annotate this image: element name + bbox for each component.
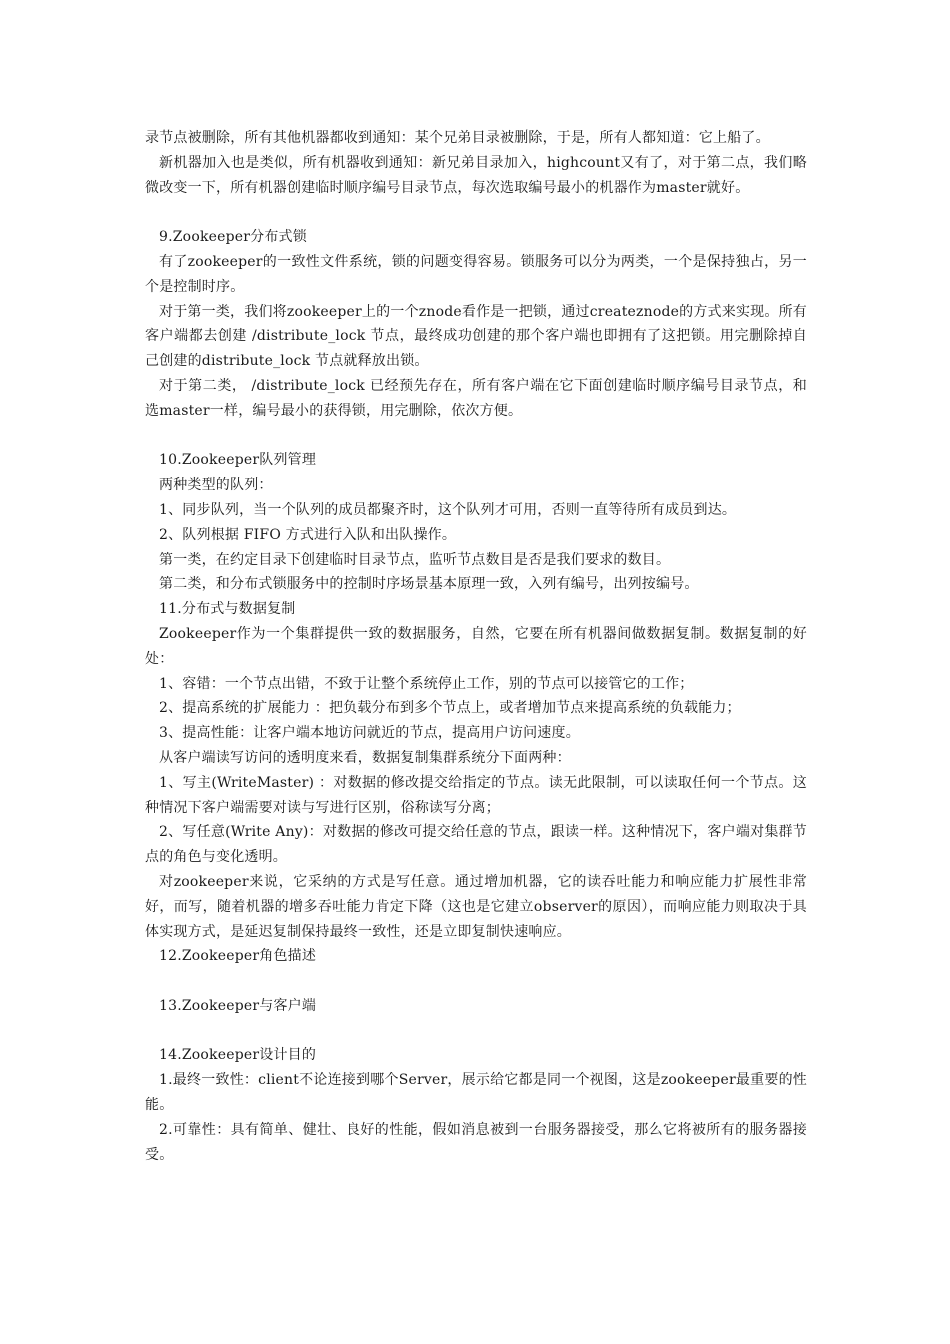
paragraph: 从客户端读写访问的透明度来看，数据复制集群系统分下面两种： [159, 749, 571, 766]
blank-line [145, 969, 807, 994]
list-item: 2、队列根据 FIFO 方式进行入队和出队操作。 [159, 526, 457, 543]
paragraph: 对于第二类， /distribute_lock 已经预先存在，所有客户端在它下面创建临时顺序编号目录节点，和选master一样，编号最小的获得锁，用完删除，依次方便。 [145, 377, 807, 419]
blank-line [145, 200, 807, 225]
blank-line [145, 424, 807, 449]
paragraph: 对于第一类，我们将zookeeper上的一个znode看作是一把锁，通过createznode的方式来实现。所有客户端都去创建 /distribute_lock 节点，最终成功创建的那个客户端也即拥有了这把锁。用完删除掉自己创建的distribute_lock 节点就释放出锁。 [145, 303, 807, 370]
document-body [145, 126, 807, 1167]
list-item: 1、写主(WriteMaster) ：对数据的修改提交给指定的节点。读无此限制，可以读取任何一个节点。这种情况下客户端需要对读与写进行区别，俗称读写分离； [145, 774, 807, 816]
section-heading-10: 10.Zookeeper队列管理 [159, 452, 317, 469]
list-item: 2、写任意(Write Any)：对数据的修改可提交给任意的节点，跟读一样。这种情况下，客户端对集群节点的角色与变化透明。 [145, 824, 807, 866]
paragraph: 有了zookeeper的一致性文件系统，锁的问题变得容易。锁服务可以分为两类，一个是保持独占，另一个是控制时序。 [145, 253, 807, 295]
paragraph: 第二类，和分布式锁服务中的控制时序场景基本原理一致，入列有编号，出列按编号。 [159, 576, 699, 593]
list-item: 1、容错：一个节点出错，不致于让整个系统停止工作，别的节点可以接管它的工作； [159, 675, 694, 692]
list-item: 3、提高性能：让客户端本地访问就近的节点，提高用户访问速度。 [159, 725, 580, 742]
list-item: 2、提高系统的扩展能力 ：把负载分布到多个节点上，或者增加节点来提高系统的负载能力； [159, 700, 741, 717]
paragraph: 对zookeeper来说，它采纳的方式是写任意。通过增加机器，它的读吞吐能力和响应能力扩展性非常好，而写，随着机器的增多吞吐能力肯定下降（这也是它建立observer的原因），而响应能力则取决于具体实现方式，是延迟复制保持最终一致性，还是立即复制快速响应。 [145, 873, 807, 940]
blank-line [145, 1019, 807, 1044]
section-heading-13: 13.Zookeeper与客户端 [159, 997, 317, 1014]
paragraph: Zookeeper作为一个集群提供一致的数据服务，自然，它要在所有机器间做数据复制。数据复制的好处： [145, 625, 807, 667]
section-heading-9: 9.Zookeeper分布式锁 [159, 229, 307, 246]
list-item: 2.可靠性：具有简单、健壮、良好的性能，假如消息被到一台服务器接受，那么它将被所有的服务器接受。 [145, 1121, 807, 1163]
section-heading-14: 14.Zookeeper设计目的 [159, 1047, 317, 1064]
list-item: 1、同步队列，当一个队列的成员都聚齐时，这个队列才可用，否则一直等待所有成员到达。 [159, 501, 737, 518]
paragraph: 新机器加入也是类似，所有机器收到通知：新兄弟目录加入，highcount又有了，对于第二点，我们略微改变一下，所有机器创建临时顺序编号目录节点，每次选取编号最小的机器作为master就好。 [145, 154, 807, 196]
section-heading-12: 12.Zookeeper角色描述 [159, 948, 317, 965]
list-item: 1.最终一致性：client不论连接到哪个Server，展示给它都是同一个视图，这是zookeeper最重要的性能。 [145, 1072, 807, 1114]
paragraph: 两种类型的队列： [159, 477, 273, 494]
paragraph: 第一类，在约定目录下创建临时目录节点，监听节点数目是否是我们要求的数目。 [159, 551, 671, 568]
section-heading-11: 11.分布式与数据复制 [159, 601, 296, 618]
paragraph: 录节点被删除，所有其他机器都收到通知：某个兄弟目录被删除，于是，所有人都知道：它上船了。 [145, 130, 770, 146]
